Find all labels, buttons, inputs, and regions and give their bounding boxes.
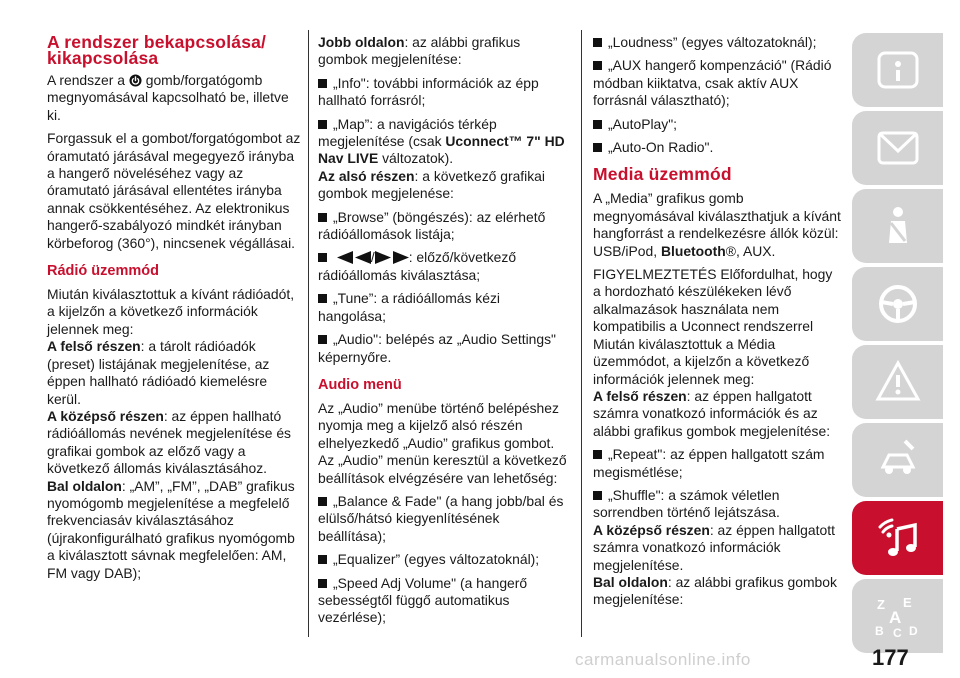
paragraph: Miután kiválasztottuk a kívánt rádióadót, a kijelzőn a következő információk jelennek meg:	[47, 286, 295, 337]
list-item: „Map”: a navigációs térkép megjelenítése (csak Uconnect™ 7" HD Nav LIVE változatok).	[318, 115, 565, 167]
bullet-box-icon	[593, 38, 602, 47]
column-divider	[308, 30, 309, 637]
column-divider	[581, 30, 582, 637]
tab-index[interactable]	[852, 579, 943, 653]
tab-multimedia[interactable]	[852, 501, 943, 575]
column-1	[47, 34, 301, 582]
paragraph: Jobb oldalon: az alábbi grafikus gombok megjelenítése:	[318, 34, 521, 68]
list-item: / : előző/következő rádióállomás kiválasztása;	[318, 249, 517, 283]
bullet-box-icon	[318, 253, 327, 262]
subheading-radio-mode: Rádió üzemmód	[47, 263, 159, 280]
bullet-box-icon	[318, 294, 327, 303]
tab-service[interactable]	[852, 423, 943, 497]
svg-text:Z: Z	[877, 597, 885, 612]
column-3	[593, 34, 843, 609]
section-heading: A rendszer bekapcsolása/ kikapcsolása	[47, 32, 267, 68]
paragraph: Az „Audio” menübe történő belépéshez nyomja meg a kijelző alsó részén elhelyezkedő „Audio” grafikus gombot. Az „Audio” menün keresztül a következő beállítások elvégzésére van lehetőség:	[318, 399, 567, 486]
car-breakdown-warning-icon	[875, 359, 921, 405]
svg-text:B: B	[875, 624, 884, 638]
tab-dashboard[interactable]	[852, 111, 943, 185]
car-info-icon	[875, 47, 921, 93]
bullet-box-icon	[593, 143, 602, 152]
paragraph: A középső részen: az éppen hallgatott számra vonatkozó információk megjelenítése.	[593, 521, 835, 573]
watermark: carmanualsonline.info	[575, 650, 751, 669]
tab-driving[interactable]	[852, 267, 943, 341]
dashboard-warning-icon	[875, 125, 921, 171]
steering-wheel-icon	[875, 281, 921, 327]
list-item: „Info": további információk az épp hallható forrásról;	[318, 74, 539, 109]
svg-text:C: C	[893, 626, 902, 639]
list-item: „Shuffle": a számok véletlen sorrendben történő lejátszása.	[593, 486, 780, 521]
tab-emergency[interactable]	[852, 345, 943, 419]
list-item: „Speed Adj Volume" (a hangerő sebességtől függő automatikus vezérlése);	[318, 574, 528, 626]
chapter-index-sidebar	[852, 33, 943, 657]
list-item: „Loudness” (egyes változatoknál);	[593, 34, 843, 51]
paragraph: A középső részen: az éppen hallható rádióállomás nevének megjelenítése és grafikai gombok az előző vagy a következő állomás kiválasztásához.	[47, 407, 292, 477]
tab-safety[interactable]	[852, 189, 943, 263]
paragraph: A felső részen: az éppen hallgatott számra vonatkozó információk és az alábbi grafikus gombok megjelenítése:	[593, 387, 831, 439]
bullet-box-icon	[318, 120, 327, 129]
list-item: „Balance & Fade" (a hang jobb/bal és elülső/hátsó kiegyenlítésének beállítása);	[318, 492, 564, 544]
bullet-box-icon	[593, 120, 602, 129]
tab-car-info[interactable]	[852, 33, 943, 107]
bullet-box-icon	[318, 335, 327, 344]
list-item: „Equalizer” (egyes változatoknál);	[318, 551, 570, 568]
bullet-box-icon	[318, 79, 327, 88]
list-item: „AUX hangerő kompenzáció" (Rádió módban kiiktatva, csak aktív AUX forrásnál választható);	[593, 57, 832, 109]
list-item: „Repeat": az éppen hallgatott szám megismétlése;	[593, 446, 825, 480]
paragraph: FIGYELMEZTETÉS Előfordulhat, hogy a hordozható készülékeken lévő alkalmazások használata nem kompatibilis a Uconnect rendszerrel Miután kiválasztottuk a Média üzemmódot, a kijelzőn a következő információk jelennek meg:	[593, 266, 833, 387]
bullet-box-icon	[318, 579, 327, 588]
list-item: „Tune”: a rádióállomás kézi hangolása;	[318, 290, 501, 324]
paragraph: Forgassuk el a gombot/forgatógombot az óramutató járásával megegyező irányba a hangerő növeléséhez vagy az óramutató járásával ellentétes irányba annak csökkentéséhez. Az elektronikus hangerő-szabályozó mindkét irányban körbeforog (360°), nincsenek végállásai.	[47, 130, 301, 251]
bullet-box-icon	[318, 555, 327, 564]
svg-text:A: A	[889, 608, 902, 627]
car-service-wrench-icon	[875, 437, 921, 483]
list-item: „Auto-On Radio".	[593, 139, 843, 156]
list-item: „Audio": belépés az „Audio Settings" képernyőre.	[318, 331, 556, 365]
subheading-audio-menu: Audio menü	[318, 376, 402, 393]
svg-text:D: D	[909, 624, 918, 638]
paragraph: Bal oldalon: az alábbi grafikus gombok megjelenítése:	[593, 573, 837, 608]
previous-track-icon	[337, 251, 371, 264]
paragraph	[47, 72, 301, 124]
paragraph: Bal oldalon: „AM”, „FM”, „DAB” grafikus nyomógomb megjelenítése a megfelelő frekvenciasáv kiválasztásához (újrakonfigurálható grafikus nyomógomb a kiválasztott sávnak megfelelően: AM, FM vagy DAB);	[47, 477, 295, 581]
list-item: „Browse” (böngészés): az elérhető rádióállomások listája;	[318, 208, 546, 243]
seatbelt-safety-icon	[875, 203, 921, 249]
alphabet-index-icon	[875, 593, 921, 639]
bullet-box-icon	[318, 213, 327, 222]
list-item: „AutoPlay";	[593, 116, 843, 133]
bullet-box-icon	[318, 497, 327, 506]
text: gomb/forgatógomb megnyomásával kapcsolható be, illetve ki.	[47, 72, 289, 123]
bullet-box-icon	[593, 491, 602, 500]
text: A rendszer a	[47, 72, 125, 88]
paragraph: A „Media” grafikus gomb megnyomásával kiválaszthatjuk a kívánt hangforrást a rendelkezésre állók közül: USB/iPod, Bluetooth®, AUX.	[593, 190, 841, 259]
svg-text:E: E	[903, 595, 912, 610]
bullet-box-icon	[593, 450, 602, 459]
paragraph: Az alsó részen: a következő grafikai gombok megjelenése:	[318, 167, 545, 202]
bullet-box-icon	[593, 61, 602, 70]
radio-music-icon	[875, 515, 921, 561]
next-track-icon	[375, 251, 409, 264]
section-heading-media: Media üzemmód	[593, 164, 732, 185]
column-2	[318, 34, 570, 633]
paragraph: A felső részen: a tárolt rádióadók (preset) listájának megjelenítése, az éppen hallható rádióadó kiemelésre kerül.	[47, 338, 270, 407]
page-number: 177	[872, 645, 909, 670]
power-button-icon	[129, 74, 142, 87]
